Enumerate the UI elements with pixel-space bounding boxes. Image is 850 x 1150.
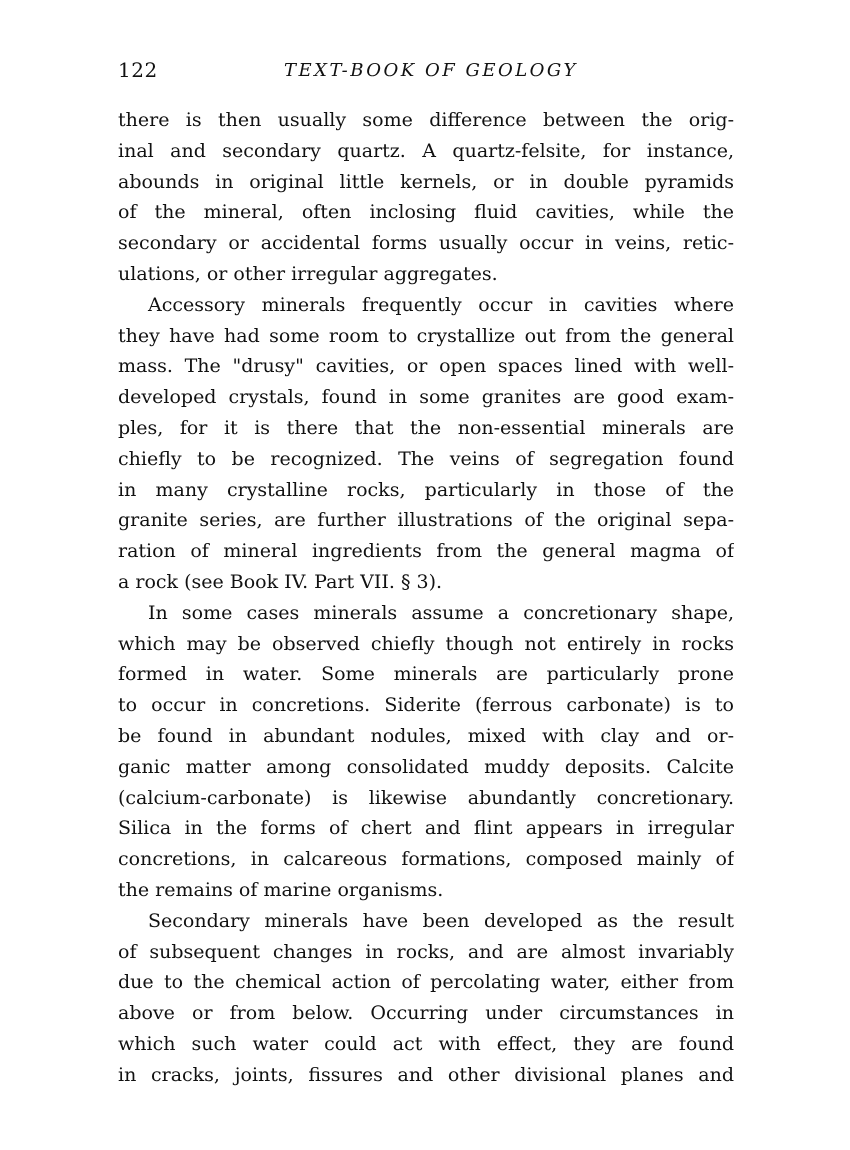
text-line: which such water could act with effect, they are found [118, 1032, 734, 1055]
text-line: a rock (see Book IV. Part VII. § 3). [118, 570, 443, 593]
text-line: they have had some room to crystallize out from the general [118, 324, 734, 347]
body-text [118, 105, 734, 1091]
text-line: ration of mineral ingredients from the general magma of [118, 540, 734, 563]
text-line: which may be observed chiefly though not entirely in rocks [118, 632, 734, 655]
text-line: due to the chemical action of percolating water, either from [118, 971, 734, 994]
text-line: chiefly to be recognized. The veins of segregation found [118, 447, 734, 470]
text-line: concretions, in calcareous formations, composed mainly of [118, 848, 734, 871]
running-title: TEXT-BOOK OF GEOLOGY [284, 60, 578, 81]
text-line: Secondary minerals have been developed as the result [148, 909, 734, 932]
text-line: there is then usually some difference between the orig- [118, 109, 734, 131]
text-line: formed in water. Some minerals are particularly prone [118, 663, 734, 686]
text-line: abounds in original little kernels, or in double pyramids [118, 170, 734, 193]
text-line: of the mineral, often inclosing fluid cavities, while the [118, 201, 734, 224]
running-head [118, 58, 734, 88]
text-line: be found in abundant nodules, mixed with clay and or- [118, 724, 734, 747]
page-number: 122 [118, 58, 158, 82]
text-line: granite series, are further illustrations of the original sepa- [118, 509, 734, 532]
text-line: secondary or accidental forms usually occur in veins, retic- [118, 232, 734, 255]
text-line: Accessory minerals frequently occur in cavities where [148, 293, 734, 316]
text-line: Silica in the forms of chert and flint appears in irregular [118, 817, 734, 840]
text-line: the remains of marine organisms. [118, 878, 444, 901]
text-line: (calcium-carbonate) is likewise abundantly concretionary. [118, 786, 734, 809]
text-line: in cracks, joints, fissures and other divisional planes and [118, 1063, 734, 1086]
text-line: inal and secondary quartz. A quartz-felsite, for instance, [118, 139, 734, 162]
text-line: In some cases minerals assume a concretionary shape, [148, 601, 734, 624]
text-line: in many crystalline rocks, particularly in those of the [118, 478, 734, 501]
text-line: to occur in concretions. Siderite (ferrous carbonate) is to [118, 694, 734, 717]
text-line: ganic matter among consolidated muddy deposits. Calcite [118, 755, 734, 778]
text-line: developed crystals, found in some granites are good exam- [118, 386, 734, 409]
text-line: above or from below. Occurring under circumstances in [118, 1002, 734, 1025]
text-line: of subsequent changes in rocks, and are almost invariably [118, 940, 734, 963]
text-line: ulations, or other irregular aggregates. [118, 262, 498, 285]
text-line: mass. The "drusy" cavities, or open spaces lined with well- [118, 355, 734, 378]
text-line: ples, for it is there that the non-essential minerals are [118, 416, 734, 439]
